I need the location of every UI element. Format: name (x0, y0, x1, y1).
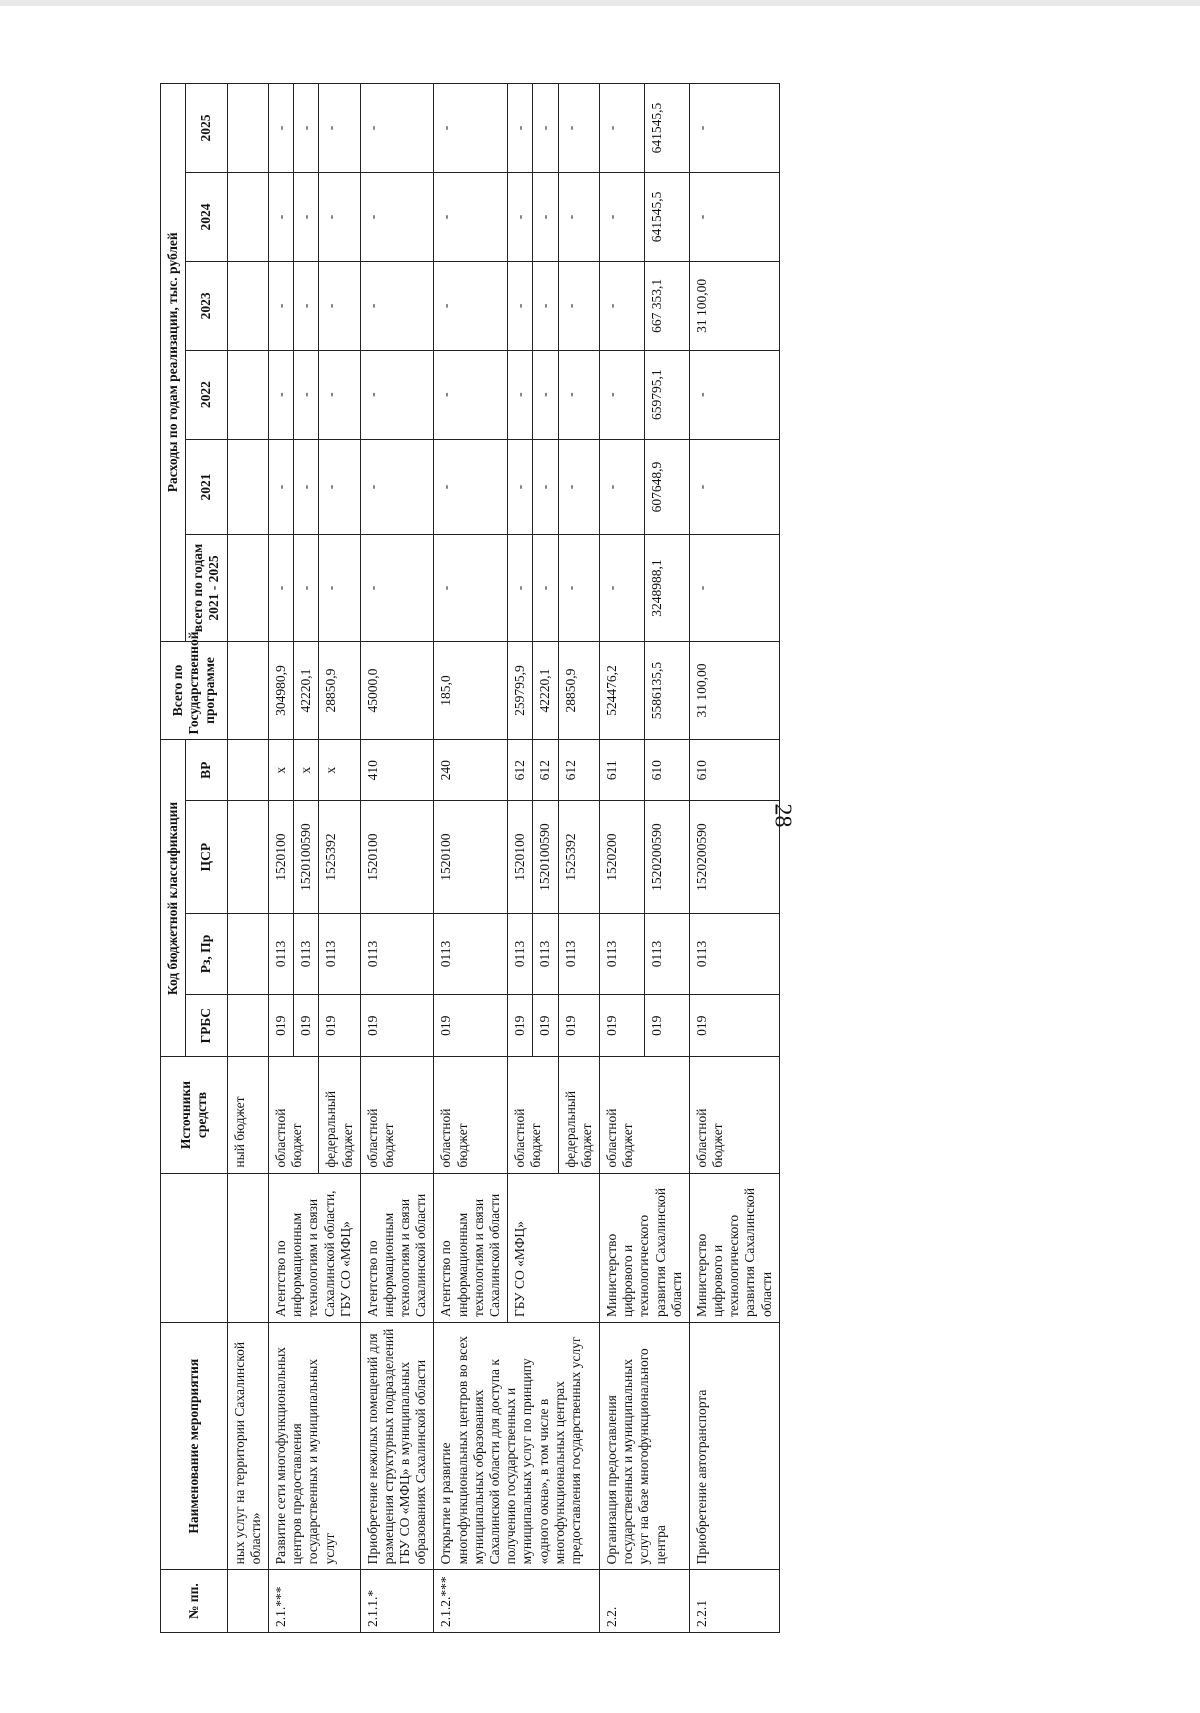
cell-sum: - (689, 535, 779, 641)
cell-total: 45000,0 (360, 641, 434, 740)
cell-2021: - (434, 439, 508, 535)
cell-executor: ГБУ СО «МФЦ» (508, 1173, 600, 1322)
cell-csr: 1520100 (434, 801, 508, 914)
cell-source: областной бюджет (689, 1057, 779, 1173)
cell-sum: - (319, 535, 360, 641)
cell-2024: - (533, 173, 558, 262)
cell-vr: х (268, 740, 293, 801)
cell-2022: - (689, 350, 779, 439)
cell-rzpr: 0113 (689, 914, 779, 995)
cell-total: 185,0 (434, 641, 508, 740)
cell-rzpr (227, 914, 268, 995)
cell-2024: - (689, 173, 779, 262)
cell-csr: 1520100 (508, 801, 533, 914)
cell-sum (227, 535, 268, 641)
header-expenses: Расходы по годам реализации, тыс. рублей (161, 84, 186, 642)
cell-total (227, 641, 268, 740)
cell-2023: - (599, 261, 644, 350)
cell-source: областной бюджет (434, 1057, 508, 1173)
cell-vr: 612 (508, 740, 533, 801)
cell-grbs: 019 (599, 994, 644, 1057)
cell-2022: - (319, 350, 360, 439)
cell-2022: 659795,1 (644, 350, 689, 439)
cell-grbs (227, 994, 268, 1057)
cell-grbs: 019 (644, 994, 689, 1057)
table-row (689, 84, 779, 1633)
cell-name: Приобретение автотранспорта (689, 1323, 779, 1570)
cell-source: областной бюджет (360, 1057, 434, 1173)
cell-total: 42220,1 (533, 641, 558, 740)
cell-name: Развитие сети многофункциональных центров предоставления государственных и муниципальных услуг (268, 1323, 360, 1570)
cell-sum: 3248988,1 (644, 535, 689, 641)
cell-2024: - (508, 173, 533, 262)
cell-num: 2.1.1.* (360, 1570, 434, 1633)
cell-sum: - (268, 535, 293, 641)
cell-vr (227, 740, 268, 801)
cell-grbs: 019 (533, 994, 558, 1057)
cell-csr: 1520100590 (294, 801, 319, 914)
cell-2024: - (558, 173, 599, 262)
cell-2022: - (599, 350, 644, 439)
budget-table (160, 83, 780, 1633)
header-total-program: Всего по Государственной программе (161, 641, 228, 740)
header-budget-code: Код бюджетной классификации (161, 740, 186, 1057)
header-row-1 (161, 84, 186, 1633)
cell-rzpr: 0113 (294, 914, 319, 995)
cell-2025: - (558, 84, 599, 173)
cell-2021: - (319, 439, 360, 535)
header-csr: ЦСР (186, 801, 227, 914)
cell-num: 2.1.2.*** (434, 1570, 600, 1633)
cell-2025 (227, 84, 268, 173)
cell-vr: 410 (360, 740, 434, 801)
table-row (268, 84, 293, 1633)
cell-sum: - (360, 535, 434, 641)
cell-executor (227, 1173, 268, 1322)
cell-executor: Агентство по информационным технологиям и связи Сахалинской области (434, 1173, 508, 1322)
cell-2024: 641545,5 (644, 173, 689, 262)
cell-grbs: 019 (558, 994, 599, 1057)
cell-2022: - (360, 350, 434, 439)
header-2024: 2024 (186, 173, 227, 262)
cell-sum: - (294, 535, 319, 641)
cell-csr: 1520100590 (533, 801, 558, 914)
cell-2023: 31 100,00 (689, 261, 779, 350)
cell-vr: 611 (599, 740, 644, 801)
cell-csr: 1520100 (360, 801, 434, 914)
cell-num (227, 1570, 268, 1633)
cell-name: Открытие и развитие многофункциональных центров во всех муниципальных образованиях Сахалинской области для доступа к получению государственных и муниципальных услуг по принципу «одного окна», в том числе в многофункциональных центрах предоставления государственных услуг (434, 1323, 600, 1570)
cell-vr: 240 (434, 740, 508, 801)
cell-rzpr: 0113 (558, 914, 599, 995)
cell-2025: - (599, 84, 644, 173)
cell-sum: - (533, 535, 558, 641)
cell-2021: - (533, 439, 558, 535)
header-name: Наименование мероприятия (161, 1323, 228, 1570)
cell-rzpr: 0113 (644, 914, 689, 995)
cell-2024: - (268, 173, 293, 262)
cell-grbs: 019 (319, 994, 360, 1057)
cell-2021: - (294, 439, 319, 535)
cell-name: ных услуг на территории Сахалинской области» (227, 1323, 268, 1570)
cell-grbs: 019 (268, 994, 293, 1057)
cell-grbs: 019 (508, 994, 533, 1057)
cell-source: ный бюджет (227, 1057, 268, 1173)
cell-2025: - (360, 84, 434, 173)
cell-2025: - (294, 84, 319, 173)
cell-2024: - (599, 173, 644, 262)
cell-2025: - (533, 84, 558, 173)
cell-name: Приобретение нежилых помещений для размещения структурных подразделений ГБУ СО «МФЦ» в муниципальных образованиях Сахалинской области (360, 1323, 434, 1570)
header-grbs: ГРБС (186, 994, 227, 1057)
cell-total: 31 100,00 (689, 641, 779, 740)
cell-2022: - (268, 350, 293, 439)
header-2025: 2025 (186, 84, 227, 173)
cell-2021: 607648,9 (644, 439, 689, 535)
header-vr: ВР (186, 740, 227, 801)
cell-2024: - (319, 173, 360, 262)
cell-2021: - (558, 439, 599, 535)
cell-2023: - (360, 261, 434, 350)
cell-csr: 1520200 (599, 801, 644, 914)
cell-rzpr: 0113 (533, 914, 558, 995)
cell-grbs: 019 (434, 994, 508, 1057)
cell-sum: - (508, 535, 533, 641)
cell-2025: - (689, 84, 779, 173)
cell-total: 5586135,5 (644, 641, 689, 740)
cell-csr: 1525392 (558, 801, 599, 914)
cell-vr: х (294, 740, 319, 801)
cell-rzpr: 0113 (319, 914, 360, 995)
cell-source: федеральный бюджет (319, 1057, 360, 1173)
cell-csr (227, 801, 268, 914)
cell-2023: - (294, 261, 319, 350)
cell-2022: - (508, 350, 533, 439)
cell-vr: 610 (689, 740, 779, 801)
cell-executor: Агентство по информационным технологиям и связи Сахалинской области (360, 1173, 434, 1322)
cell-sum: - (558, 535, 599, 641)
table-row (434, 84, 508, 1633)
cell-2023: 667 353,1 (644, 261, 689, 350)
cell-2021: - (689, 439, 779, 535)
header-total-years: всего по годам 2021 - 2025 (186, 535, 227, 641)
cell-vr: х (319, 740, 360, 801)
cell-2022: - (294, 350, 319, 439)
cell-grbs: 019 (294, 994, 319, 1057)
cell-csr: 1525392 (319, 801, 360, 914)
cell-2021: - (599, 439, 644, 535)
cell-2025: - (319, 84, 360, 173)
header-source: Источники средств (161, 1057, 228, 1173)
cell-total: 259795,9 (508, 641, 533, 740)
cell-2025: - (434, 84, 508, 173)
cell-csr: 1520200590 (689, 801, 779, 914)
cell-source: областной бюджет (599, 1057, 689, 1173)
header-2022: 2022 (186, 350, 227, 439)
cell-2023: - (508, 261, 533, 350)
cell-2023: - (434, 261, 508, 350)
cell-executor: Агентство по информационным технологиям и связи Сахалинской области, ГБУ СО «МФЦ» (268, 1173, 360, 1322)
header-rzpr: Рз, Пр (186, 914, 227, 995)
cell-vr: 612 (558, 740, 599, 801)
cell-2023 (227, 261, 268, 350)
cell-num: 2.2. (599, 1570, 689, 1633)
cell-total: 304980,9 (268, 641, 293, 740)
header-num: № пп. (161, 1570, 228, 1633)
cell-2023: - (319, 261, 360, 350)
cell-2024 (227, 173, 268, 262)
cell-2025: - (268, 84, 293, 173)
cell-num: 2.1.*** (268, 1570, 360, 1633)
cell-2023: - (533, 261, 558, 350)
cell-num: 2.2.1 (689, 1570, 779, 1633)
cell-executor: Министерство цифрового и технологического развития Сахалинской области (689, 1173, 779, 1322)
cell-2022: - (558, 350, 599, 439)
cell-rzpr: 0113 (268, 914, 293, 995)
table-row (599, 84, 644, 1633)
cell-source: областной бюджет (508, 1057, 558, 1173)
cell-executor: Министерство цифрового и технологического развития Сахалинской области (599, 1173, 689, 1322)
cell-total: 524476,2 (599, 641, 644, 740)
cell-2024: - (434, 173, 508, 262)
header-executor (161, 1173, 228, 1322)
cell-2025: 641545,5 (644, 84, 689, 173)
cell-sum: - (599, 535, 644, 641)
cell-sum: - (434, 535, 508, 641)
header-2021: 2021 (186, 439, 227, 535)
cell-csr: 1520100 (268, 801, 293, 914)
cell-grbs: 019 (689, 994, 779, 1057)
cell-2025: - (508, 84, 533, 173)
cell-vr: 612 (533, 740, 558, 801)
cell-rzpr: 0113 (434, 914, 508, 995)
header-2023: 2023 (186, 261, 227, 350)
cell-2021: - (268, 439, 293, 535)
cell-vr: 610 (644, 740, 689, 801)
cell-rzpr: 0113 (360, 914, 434, 995)
cell-total: 42220,1 (294, 641, 319, 740)
cell-rzpr: 0113 (508, 914, 533, 995)
cell-name: Организация предоставления государственных и муниципальных услуг на базе многофункционального центра (599, 1323, 689, 1570)
cell-2021: - (508, 439, 533, 535)
cell-2023: - (558, 261, 599, 350)
page-number: 28 (769, 803, 796, 828)
cell-2022 (227, 350, 268, 439)
cell-2024: - (360, 173, 434, 262)
cell-csr: 1520200590 (644, 801, 689, 914)
cell-2024: - (294, 173, 319, 262)
cell-rzpr: 0113 (599, 914, 644, 995)
cell-2021 (227, 439, 268, 535)
table-row (360, 84, 434, 1633)
cell-2022: - (533, 350, 558, 439)
cell-source: федеральный бюджет (558, 1057, 599, 1173)
cell-2023: - (268, 261, 293, 350)
cell-2021: - (360, 439, 434, 535)
cell-source: областной бюджет (268, 1057, 318, 1173)
cell-total: 28850,9 (558, 641, 599, 740)
cell-2022: - (434, 350, 508, 439)
cell-total: 28850,9 (319, 641, 360, 740)
table-row (227, 84, 268, 1633)
cell-grbs: 019 (360, 994, 434, 1057)
